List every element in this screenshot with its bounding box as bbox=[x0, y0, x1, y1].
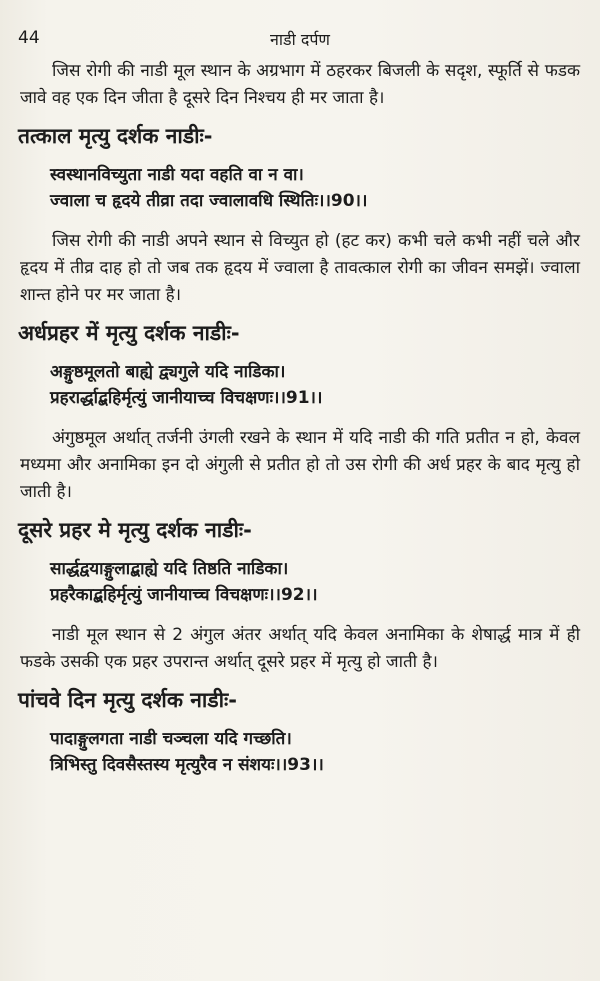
verse-line: प्रहरैकाद्बहिर्मृत्युं जानीयाच्च विचक्षणः।।92।। bbox=[50, 585, 318, 605]
section-heading: दूसरे प्रहर मे मृत्यु दर्शक नाडीः- bbox=[18, 518, 252, 542]
paragraph: अंगुष्ठमूल अर्थात् तर्जनी उंगली रखने के स्थान में यदि नाडी की गति प्रतीत न हो, केवल मध्यमा और अनामिका इन दो अंगुली से प्रतीत हो तो उस रोगी की अर्ध प्रहर के बाद मृत्यु हो जाती है। bbox=[20, 428, 580, 502]
page-number: 44 bbox=[18, 28, 40, 48]
sanskrit-verse bbox=[50, 359, 582, 411]
verse-line: त्रिभिस्तु दिवसैस्तस्य मृत्युरैव न संशयः।।93।। bbox=[50, 755, 324, 775]
verse-line: सार्द्धद्वयाङ्गुलाद्बाह्ये यदि तिष्ठति नाडिका। bbox=[50, 559, 289, 579]
page-header bbox=[18, 28, 582, 50]
running-title: नाडी दर्पण bbox=[270, 30, 330, 49]
paragraph: जिस रोगी की नाडी मूल स्थान के अग्रभाग में ठहरकर बिजली के सदृश, स्फूर्ति से फडक जावे वह एक दिन जीता है दूसरे दिन निश्चय ही मर जाता है। bbox=[20, 61, 580, 108]
paragraph: जिस रोगी की नाडी अपने स्थान से विच्युत हो (हट कर) कभी चले कभी नहीं चले और हृदय में तीव्र दाह हो तो जब तक हृदय में ज्वाला है तावत्काल रोगी का जीवन समझें। ज्वाला शान्त होने पर मर जाता है। bbox=[20, 231, 580, 305]
section-heading: तत्काल मृत्यु दर्शक नाडीः- bbox=[18, 124, 213, 148]
section-heading: पांचवे दिन मृत्यु दर्शक नाडीः- bbox=[18, 688, 237, 712]
sanskrit-verse bbox=[50, 556, 582, 608]
verse-line: ज्वाला च हृदये तीव्रा तदा ज्वालावधि स्थितिः।।90।। bbox=[50, 191, 368, 211]
paragraph: नाडी मूल स्थान से 2 अंगुल अंतर अर्थात् यदि केवल अनामिका के शेषार्द्ध मात्र में ही फडके उसकी एक प्रहर उपरान्त अर्थात् दूसरे प्रहर में मृत्यु हो जाती है। bbox=[20, 625, 580, 672]
verse-line: पादाङ्गुलगता नाडी चञ्चला यदि गच्छति। bbox=[50, 729, 292, 749]
verse-line: स्वस्थानविच्युता नाडी यदा वहति वा न वा। bbox=[50, 165, 304, 185]
sanskrit-verse bbox=[50, 162, 582, 214]
sanskrit-verse bbox=[50, 726, 582, 778]
verse-line: प्रहरार्द्धाद्बहिर्मृत्युं जानीयाच्च विचक्षणः।।91।। bbox=[50, 388, 323, 408]
verse-line: अङ्गुष्ठमूलतो बाह्ये द्व्यगुले यदि नाडिका। bbox=[50, 362, 286, 382]
section-heading: अर्धप्रहर में मृत्यु दर्शक नाडीः- bbox=[18, 321, 240, 345]
